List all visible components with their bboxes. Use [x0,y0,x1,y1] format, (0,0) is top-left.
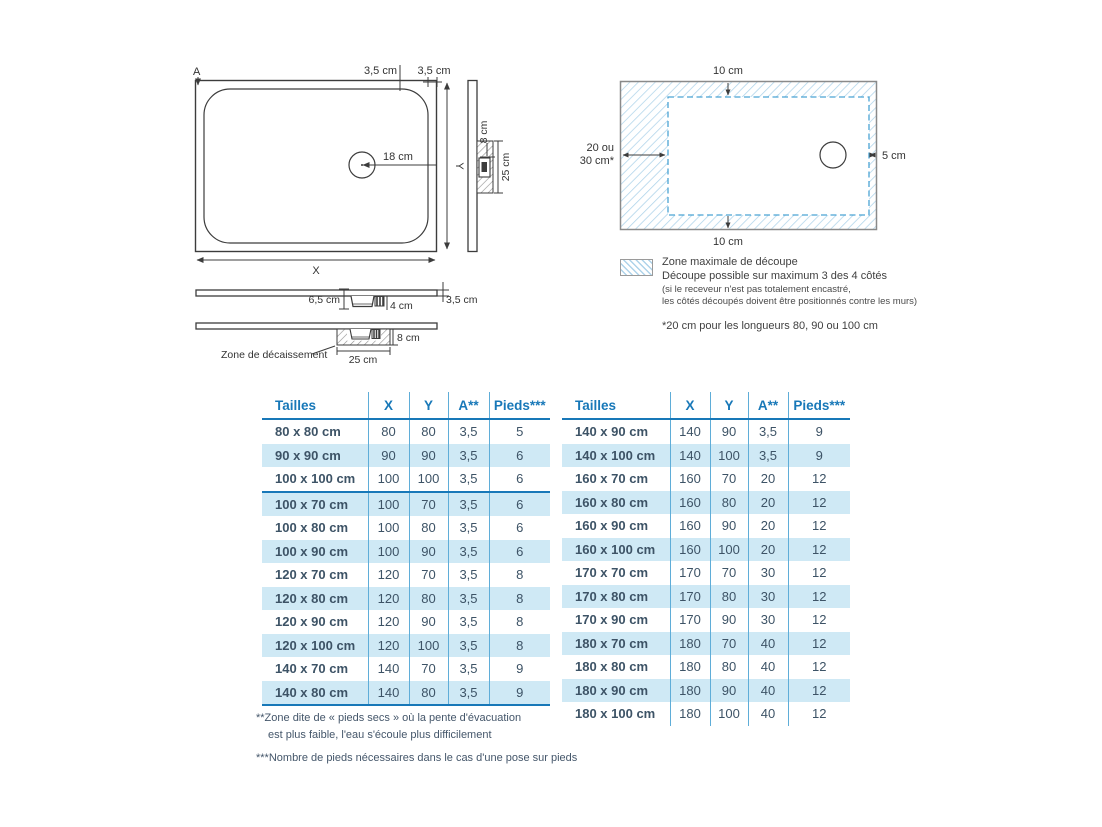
col-header-x: X [670,392,710,419]
value-cell: 70 [710,632,748,656]
profile-recess-label: 25 cm [500,152,512,182]
value-cell: 70 [409,563,448,587]
table-header-row [262,392,550,419]
value-cell: 90 [368,444,409,468]
x-axis-label: X [312,265,320,277]
value-cell: 70 [409,657,448,681]
size-cell: 140 x 80 cm [262,681,368,706]
value-cell: 80 [409,681,448,706]
value-cell: 3,5 [748,419,788,444]
profile-drain-core [482,162,488,172]
value-cell: 120 [368,563,409,587]
table-row [562,514,850,538]
y-axis-label: Y [453,162,465,170]
size-cell: 170 x 80 cm [562,585,670,609]
table-header-row [562,392,850,419]
table-row [262,516,550,540]
table-row [262,587,550,611]
col-header-tailles: Tailles [262,392,368,419]
col-header-y: Y [409,392,448,419]
size-cell: 100 x 70 cm [262,492,368,517]
value-cell: 100 [368,467,409,492]
drain-center-dot [361,164,363,166]
value-cell: 9 [815,424,823,440]
col-header-a: A** [448,392,489,419]
table-row [562,538,850,562]
col-header-y: Y [710,392,748,419]
legend-line-3: (si le receveur n'est pas totalement encastré, [662,283,851,295]
value-cell: 140 [670,444,710,468]
value-cell: 90 [710,419,748,444]
thickness-label: 3,5 cm [446,294,478,306]
col-header-pieds: Pieds*** [489,392,550,419]
col-header-pieds: Pieds*** [788,392,850,419]
value-cell: 40 [748,679,788,703]
cutzone-left-label-2: 30 cm* [580,155,614,167]
legend-line-1: Zone maximale de découpe [662,256,798,268]
value-cell: 100 [710,444,748,468]
table-row [262,492,550,517]
value-cell: 12 [812,612,827,628]
value-cell: 120 [368,634,409,658]
recess-width-label: 25 cm [348,354,378,366]
table-row [262,681,550,706]
value-cell: 140 [670,419,710,444]
value-cell: 160 [670,467,710,491]
value-cell: 70 [710,467,748,491]
value-cell: 160 [670,538,710,562]
value-cell: 40 [748,632,788,656]
size-cell: 120 x 80 cm [262,587,368,611]
size-cell: 100 x 80 cm [262,516,368,540]
value-cell: 3,5 [448,516,489,540]
table-row [562,467,850,491]
tray-dimension-diagram [185,50,535,375]
value-cell: 9 [489,681,550,706]
footnote-dry-feet-line2: est plus faible, l'eau s'écoule plus difficilement [268,728,492,741]
value-cell: 20 [748,538,788,562]
col-header-tailles: Tailles [562,392,670,419]
value-cell: 8 [516,637,524,653]
value-cell: 90 [710,514,748,538]
value-cell: 70 [409,492,448,517]
value-cell: 9 [516,661,524,677]
value-cell: 6 [516,543,524,559]
section1-drain-cup [351,296,374,307]
footnote-dry-feet-line1: **Zone dite de « pieds secs » où la pente d'évacuation [256,712,522,724]
value-cell: 9 [815,447,823,463]
cutzone-bottom-label: 10 cm [713,236,743,248]
recess-depth-label: 8 cm [397,332,420,344]
value-cell: 80 [710,655,748,679]
legend-note: *20 cm pour les longueurs 80, 90 ou 100 cm [662,320,878,333]
size-cell: 140 x 100 cm [562,444,670,468]
value-cell: 120 [368,610,409,634]
value-cell: 12 [812,706,827,722]
value-cell: 90 [710,679,748,703]
size-cell: 160 x 90 cm [562,514,670,538]
profile-bar [468,81,477,252]
value-cell: 3,5 [448,563,489,587]
table-row [262,419,550,444]
size-cell: 160 x 70 cm [562,467,670,491]
value-cell: 12 [812,635,827,651]
value-cell: 80 [409,516,448,540]
table-row [262,444,550,468]
table-row [262,540,550,564]
size-cell: 120 x 90 cm [262,610,368,634]
value-cell: 80 [368,419,409,444]
value-cell: 12 [812,588,827,604]
value-cell: 100 [368,516,409,540]
value-cell: 12 [812,659,827,675]
size-cell: 140 x 70 cm [262,657,368,681]
value-cell: 5 [516,424,524,440]
table-row [262,610,550,634]
outlet-label: 4 cm [390,300,413,312]
value-cell: 100 [368,492,409,517]
size-cell: 100 x 100 cm [262,467,368,492]
size-cell: 180 x 70 cm [562,632,670,656]
table-row [562,608,850,632]
size-cell: 120 x 70 cm [262,563,368,587]
value-cell: 30 [748,585,788,609]
size-cell: 180 x 90 cm [562,679,670,703]
legend-line-2: Découpe possible sur maximum 3 des 4 côtés [662,269,887,282]
value-cell: 160 [670,514,710,538]
table-row [562,419,850,444]
rim-right-label: 3,5 cm [417,65,451,77]
value-cell: 90 [409,610,448,634]
value-cell: 100 [710,538,748,562]
value-cell: 180 [670,702,710,726]
value-cell: 140 [368,657,409,681]
value-cell: 3,5 [448,610,489,634]
value-cell: 8 [516,567,524,583]
side-profile [468,81,503,252]
cutzone-top-label: 10 cm [713,65,743,77]
section2-tray [196,323,437,329]
cut-zone-diagram [580,55,925,255]
cutzone-drain-circle [820,142,846,168]
value-cell: 80 [710,491,748,515]
sizes-table-right [562,392,850,726]
cutzone-right-label: 5 cm [882,150,906,162]
size-cell: 180 x 80 cm [562,655,670,679]
value-cell: 160 [670,491,710,515]
value-cell: 6 [516,447,524,463]
value-cell: 12 [812,541,827,557]
value-cell: 100 [409,467,448,492]
size-cell: 100 x 90 cm [262,540,368,564]
table-row [262,563,550,587]
value-cell: 3,5 [448,444,489,468]
value-cell: 170 [670,561,710,585]
value-cell: 3,5 [748,444,788,468]
value-cell: 80 [710,585,748,609]
value-cell: 180 [670,679,710,703]
value-cell: 3,5 [448,634,489,658]
value-cell: 30 [748,608,788,632]
value-cell: 100 [710,702,748,726]
hatch-swatch-icon [620,259,653,276]
value-cell: 3,5 [448,540,489,564]
profile-offset-label: 8 cm [478,120,490,144]
value-cell: 80 [409,419,448,444]
value-cell: 30 [748,561,788,585]
value-cell: 90 [409,540,448,564]
section2-drain-cup [350,329,371,339]
value-cell: 12 [812,471,827,487]
value-cell: 3,5 [448,419,489,444]
size-cell: 90 x 90 cm [262,444,368,468]
value-cell: 20 [748,514,788,538]
sizes-table-left [262,392,550,706]
value-cell: 170 [670,585,710,609]
size-cell: 160 x 80 cm [562,491,670,515]
a-label: A [193,66,201,78]
value-cell: 90 [409,444,448,468]
value-cell: 8 [516,590,524,606]
value-cell: 8 [516,614,524,630]
drain-distance-label: 18 cm [383,151,413,163]
value-cell: 12 [812,494,827,510]
table-row [562,491,850,515]
col-header-a: A** [748,392,788,419]
table-row [562,679,850,703]
table-row [562,561,850,585]
table-row [262,467,550,492]
value-cell: 100 [409,634,448,658]
value-cell: 3,5 [448,467,489,492]
value-cell: 70 [710,561,748,585]
value-cell: 140 [368,681,409,706]
value-cell: 3,5 [448,492,489,517]
value-cell: 6 [516,496,524,512]
value-cell: 12 [812,682,827,698]
value-cell: 12 [812,518,827,534]
legend-line-4: les côtés découpés doivent être positionnés contre les murs) [662,295,918,307]
value-cell: 90 [710,608,748,632]
table-row [562,702,850,726]
size-cell: 170 x 90 cm [562,608,670,632]
value-cell: 20 [748,467,788,491]
value-cell: 170 [670,608,710,632]
value-cell: 6 [489,467,550,492]
tray-outer-rect [196,81,437,252]
value-cell: 180 [670,655,710,679]
cutzone-left-label-1: 20 ou [586,142,614,154]
value-cell: 20 [748,491,788,515]
size-cell: 80 x 80 cm [262,419,368,444]
table-row [562,632,850,656]
drain-height-label: 6,5 cm [308,294,340,306]
table-row [562,585,850,609]
size-cell: 160 x 100 cm [562,538,670,562]
value-cell: 12 [812,565,827,581]
footnote-feet-count: ***Nombre de pieds nécessaires dans le cas d'une pose sur pieds [256,752,578,764]
value-cell: 3,5 [448,587,489,611]
value-cell: 6 [516,520,524,536]
value-cell: 40 [748,702,788,726]
size-cell: 170 x 70 cm [562,561,670,585]
cutzone-legend [620,256,960,332]
value-cell: 3,5 [448,681,489,706]
size-cell: 120 x 100 cm [262,634,368,658]
size-cell: 180 x 100 cm [562,702,670,726]
table-row [562,444,850,468]
value-cell: 120 [368,587,409,611]
value-cell: 100 [368,540,409,564]
value-cell: 3,5 [448,657,489,681]
size-cell: 140 x 90 cm [562,419,670,444]
col-header-x: X [368,392,409,419]
recess-area-label: Zone de décaissement [221,349,328,361]
table-footnotes [256,710,596,767]
value-cell: 180 [670,632,710,656]
table-row [562,655,850,679]
value-cell: 80 [409,587,448,611]
value-cell: 40 [748,655,788,679]
rim-top-label: 3,5 cm [363,65,397,77]
table-row [262,634,550,658]
table-row [262,657,550,681]
